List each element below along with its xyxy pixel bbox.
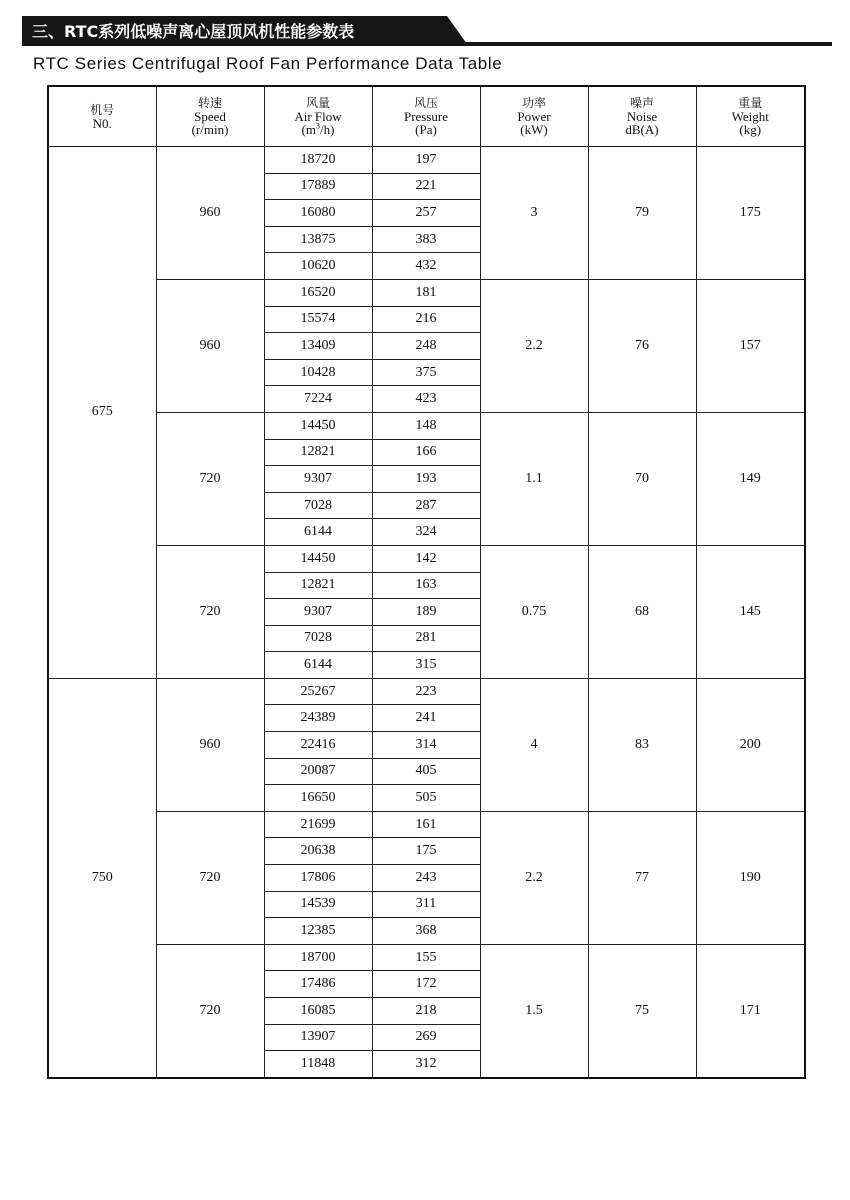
pressure-cell: 163 [372,572,480,599]
pressure-cell: 281 [372,625,480,652]
weight-cell: 190 [696,811,805,944]
air-flow-cell: 25267 [264,678,372,705]
pressure-cell: 189 [372,599,480,626]
speed-cell: 720 [156,944,264,1077]
pressure-cell: 142 [372,545,480,572]
pressure-cell: 383 [372,226,480,253]
air-flow-cell: 7028 [264,625,372,652]
model-no-cell: 675 [48,147,156,679]
pressure-cell: 197 [372,147,480,174]
noise-cell: 76 [588,279,696,412]
speed-cell: 960 [156,279,264,412]
header-air-flow: 风量 Air Flow $(m^3/h)$ [264,86,372,147]
page-subtitle: RTC Series Centrifugal Roof Fan Performance Data Table [33,54,503,73]
noise-cell: 79 [588,147,696,280]
pressure-cell: 257 [372,200,480,227]
pressure-cell: 324 [372,519,480,546]
power-cell: 1.1 [480,412,588,545]
title-underline [22,42,832,46]
weight-cell: 157 [696,279,805,412]
pressure-cell: 172 [372,971,480,998]
pressure-cell: 423 [372,386,480,413]
power-cell: 2.2 [480,811,588,944]
air-flow-cell: 17486 [264,971,372,998]
air-flow-cell: 15574 [264,306,372,333]
air-flow-cell: 12385 [264,918,372,945]
header-model-no: 机号 N0. [48,86,156,147]
pressure-cell: 223 [372,678,480,705]
air-flow-cell: 21699 [264,811,372,838]
air-flow-cell: 7224 [264,386,372,413]
air-flow-cell: 20087 [264,758,372,785]
pressure-cell: 181 [372,279,480,306]
section-title-bar [22,16,832,46]
header-weight: 重量 Weight (kg) [696,86,805,147]
table-row [48,279,805,306]
speed-cell: 720 [156,412,264,545]
air-flow-cell: 16085 [264,998,372,1025]
table-row [48,147,805,174]
header-speed: 转速 Speed (r/min) [156,86,264,147]
model-no-cell: 750 [48,678,156,1077]
pressure-cell: 269 [372,1024,480,1051]
table-row [48,412,805,439]
header-power: 功率 Power (kW) [480,86,588,147]
air-flow-cell: 6144 [264,652,372,679]
pressure-cell: 241 [372,705,480,732]
air-flow-cell: 12821 [264,439,372,466]
power-cell: 1.5 [480,944,588,1077]
air-flow-cell: 17806 [264,865,372,892]
air-flow-cell: 13875 [264,226,372,253]
table-body [48,147,805,1078]
pressure-cell: 221 [372,173,480,200]
noise-cell: 68 [588,545,696,678]
air-flow-cell: 16650 [264,785,372,812]
noise-cell: 83 [588,678,696,811]
pressure-cell: 505 [372,785,480,812]
pressure-cell: 314 [372,732,480,759]
pressure-cell: 148 [372,412,480,439]
air-flow-cell: 13409 [264,333,372,360]
pressure-cell: 368 [372,918,480,945]
pressure-cell: 216 [372,306,480,333]
pressure-cell: 312 [372,1051,480,1078]
pressure-cell: 161 [372,811,480,838]
speed-cell: 960 [156,147,264,280]
header-noise: 噪声 Noise dB(A) [588,86,696,147]
pressure-cell: 155 [372,944,480,971]
noise-cell: 77 [588,811,696,944]
pressure-cell: 218 [372,998,480,1025]
table-header-row [48,86,805,147]
air-flow-cell: 18700 [264,944,372,971]
air-flow-cell: 22416 [264,732,372,759]
power-cell: 0.75 [480,545,588,678]
noise-cell: 70 [588,412,696,545]
weight-cell: 145 [696,545,805,678]
table-row [48,811,805,838]
weight-cell: 175 [696,147,805,280]
air-flow-cell: 9307 [264,466,372,493]
pressure-cell: 315 [372,652,480,679]
table-row [48,944,805,971]
air-flow-cell: 11848 [264,1051,372,1078]
page-title: 三、RTC系列低噪声离心屋顶风机性能参数表 [32,22,355,41]
air-flow-cell: 16080 [264,200,372,227]
pressure-cell: 311 [372,891,480,918]
air-flow-cell: 6144 [264,519,372,546]
pressure-cell: 432 [372,253,480,280]
weight-cell: 149 [696,412,805,545]
air-flow-cell: 10620 [264,253,372,280]
performance-table [47,85,806,1079]
power-cell: 3 [480,147,588,280]
pressure-cell: 248 [372,333,480,360]
weight-cell: 200 [696,678,805,811]
noise-cell: 75 [588,944,696,1077]
speed-cell: 960 [156,678,264,811]
header-pressure: 风压 Pressure (Pa) [372,86,480,147]
weight-cell: 171 [696,944,805,1077]
speed-cell: 720 [156,811,264,944]
pressure-cell: 287 [372,492,480,519]
air-flow-cell: 10428 [264,359,372,386]
pressure-cell: 405 [372,758,480,785]
air-flow-cell: 20638 [264,838,372,865]
air-flow-cell: 14450 [264,545,372,572]
air-flow-cell: 13907 [264,1024,372,1051]
pressure-cell: 243 [372,865,480,892]
air-flow-cell: 14450 [264,412,372,439]
air-flow-cell: 24389 [264,705,372,732]
pressure-cell: 166 [372,439,480,466]
air-flow-cell: 16520 [264,279,372,306]
air-flow-cell: 18720 [264,147,372,174]
pressure-cell: 375 [372,359,480,386]
air-flow-cell: 17889 [264,173,372,200]
pressure-cell: 175 [372,838,480,865]
air-flow-cell: 9307 [264,599,372,626]
pressure-cell: 193 [372,466,480,493]
table-row [48,545,805,572]
air-flow-cell: 7028 [264,492,372,519]
power-cell: 2.2 [480,279,588,412]
speed-cell: 720 [156,545,264,678]
air-flow-cell: 14539 [264,891,372,918]
power-cell: 4 [480,678,588,811]
air-flow-cell: 12821 [264,572,372,599]
table-row [48,678,805,705]
